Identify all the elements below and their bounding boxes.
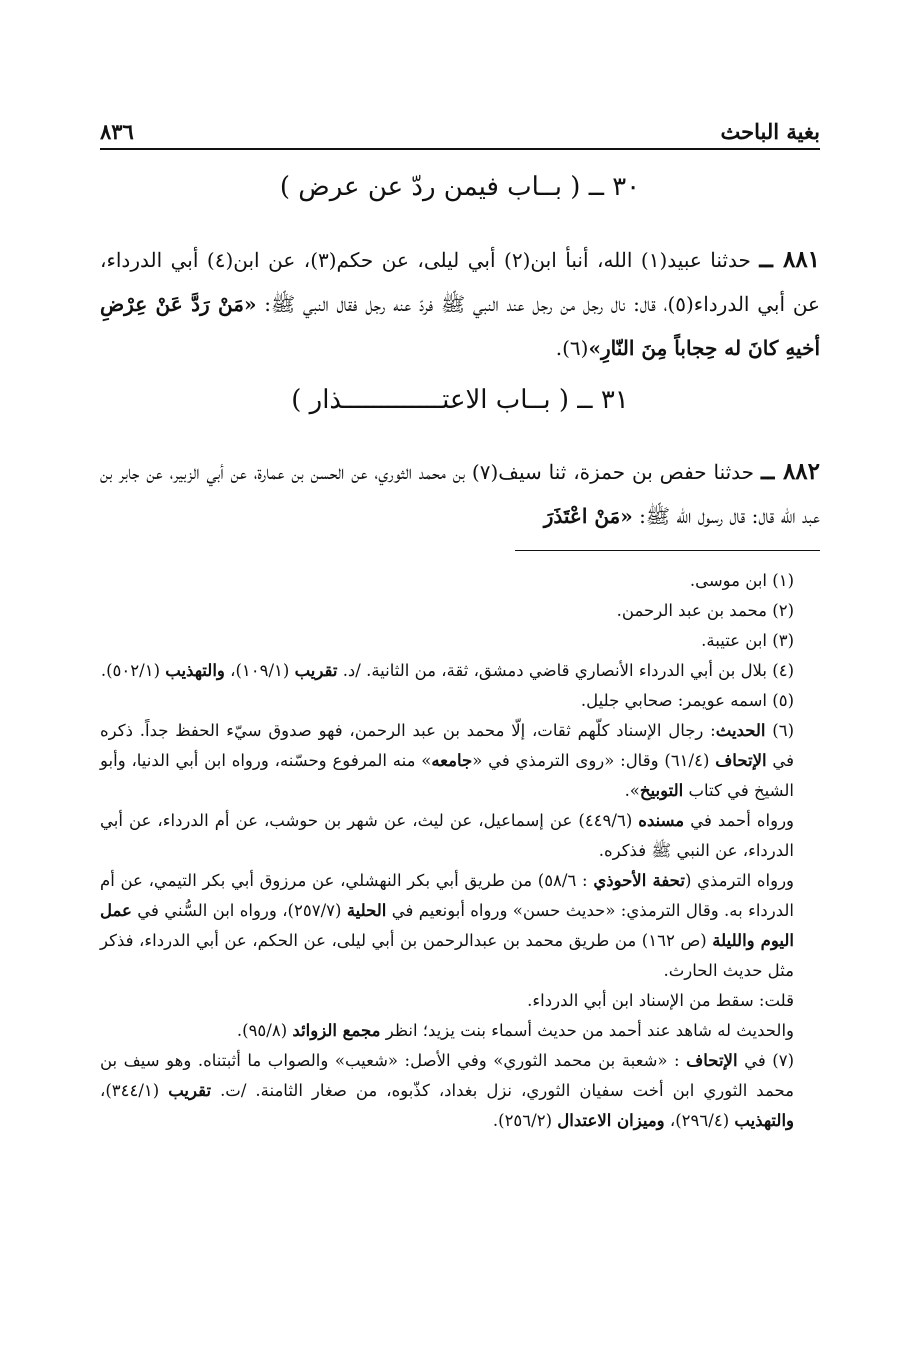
footnote-text: (٦) — [772, 721, 795, 740]
footnote-text: ورواه أحمد في — [690, 811, 795, 830]
footnote-4 — [100, 656, 820, 686]
footnote-text: (٤٤٩/٦) عن إسماعيل، عن ليث، عن شهر بن حوشب، عن أم الدرداء، عن أبي الدرداء، عن النبي ﷺ فذكره. — [100, 811, 794, 860]
footnote-text: (٥٠٢/١). — [100, 661, 160, 680]
footnote-6-continued — [100, 1016, 820, 1046]
source-title: مجمع الزوائد — [292, 1021, 381, 1040]
source-title: مسنده — [638, 811, 685, 830]
footnote-text: (٢٥٦/٢). — [492, 1111, 553, 1130]
footnote-6-continued — [100, 806, 820, 866]
hadith-quote: «مَنْ رَدَّ عَنْ عِرْضِ أخيهِ كانَ له حِجاباً مِنَ النّارِ» — [100, 292, 820, 360]
footnote-3: (٣) ابن عتيبة. — [701, 631, 794, 650]
footnote-text: (٤) بلال بن أبي الدرداء الأنصاري قاضي دمشق، ثقة، من الثانية. /د. — [342, 661, 794, 680]
footnote-text: (ص ١٦٢) من طريق محمد بن عبدالرحمن بن أبي ليلى، عن الحكم، عن أبي الدرداء، فذكر مثل حديث الحارث. — [100, 931, 794, 980]
book-title: بغية الباحث — [720, 119, 820, 144]
footnote-6 — [100, 716, 820, 806]
source-title: وميزان الاعتدال — [557, 1111, 665, 1130]
running-header — [100, 108, 820, 144]
footnote-text: (٩٥/٨). — [236, 1021, 288, 1040]
source-title: التوبيخ — [639, 781, 684, 800]
footnote-text: ورواه الترمذي ( — [684, 871, 795, 890]
footnote-text: (٣٤٤/١)، — [100, 1081, 160, 1100]
hadith-number: ٨٨١ ــ — [759, 246, 821, 273]
source-title: الحديث — [715, 721, 766, 740]
chapter-heading-31: ٣١ ــ ( بــاب الاعتـــــــــــــذار ) — [291, 385, 629, 415]
chapter-heading-30: ٣٠ ــ ( بــاب فيمن ردّ عن عرض ) — [279, 172, 641, 202]
hadith-881 — [100, 238, 820, 370]
footnotes — [100, 566, 820, 1136]
footnote-text: (٢٩٦/٤)، — [669, 1111, 730, 1130]
footnote-text: » منه المرفوع وحسّنه، ورواه ابن أبي الدنيا، وأبو الشيخ في كتاب — [100, 751, 794, 800]
hadith-quote: «مَنْ اعْتَذَرَ — [543, 504, 633, 528]
source-title: تحفة الأحوذي — [593, 871, 685, 890]
hadith-footnote-ref: (٦). — [555, 336, 589, 360]
source-title: الإتحاف — [686, 1051, 738, 1070]
footnote-text: : رجال الإسناد كلّهم ثقات، إلّا محمد بن عبد الرحمن، فهو صدوق سيّء الحفظ جداً. ذكره في — [100, 721, 795, 770]
header-rule — [100, 148, 820, 150]
footnote-6-continued: قلت: سقط من الإسناد ابن أبي الدرداء. — [527, 991, 794, 1010]
footnote-text: : ٥٨/٦) من طريق أبي بكر النهشلي، عن مرزوق أبي بكر التيمي، عن أم الدرداء به. وقال الترمذي: «حديث حسن» ورواه أبونعيم في — [100, 871, 794, 920]
source-title: تقريب — [168, 1081, 212, 1100]
footnote-6-continued — [100, 866, 820, 986]
source-title: والتهذيب — [165, 661, 225, 680]
source-title: الحلية — [346, 901, 387, 920]
hadith-text: حدثنا عبيد(١) الله، أنبأ ابن(٢) أبي ليلى، عن حكم(٣)، عن ابن(٤) أبي الدرداء، عن أبي الدرداء(٥)، قال: نال رجل من رجل عند النبي ﷺ فردّ عنه رجل فقال النبي ﷺ: — [100, 248, 820, 316]
footnote-text: (٢٥٧/٧)، ورواه ابن السُّني في — [137, 901, 342, 920]
source-title: والتهذيب — [734, 1111, 794, 1130]
footnote-text: والحديث له شاهد عند أحمد من حديث أسماء بنت يزيد؛ انظر — [385, 1021, 794, 1040]
footnote-text: (١٠٩/١)، — [230, 661, 290, 680]
footnote-text: (٦١/٤) وقال: «روى الترمذي في « — [472, 751, 710, 770]
page-number: ٨٣٦ — [100, 119, 134, 144]
source-title: الإتحاف — [715, 751, 767, 770]
footnote-rule — [515, 550, 820, 551]
hadith-text: حدثنا حفص بن حمزة، ثنا سيف(٧) بن محمد الثوري، عن الحسن بن عمارة، عن أبي الزبير، عن جابر بن عبد الله قال: قال رسول الله ﷺ: — [100, 460, 820, 528]
source-title: تقريب — [294, 661, 338, 680]
footnote-2: (٢) محمد بن عبد الرحمن. — [616, 601, 794, 620]
source-title: جامعه — [431, 751, 473, 770]
source-title: عمل اليوم والليلة — [100, 901, 795, 950]
footnote-7 — [100, 1046, 820, 1136]
hadith-number: ٨٨٢ ــ — [760, 458, 820, 485]
footnote-5: (٥) اسمه عويمر: صحابي جليل. — [580, 691, 794, 710]
footnote-text: ». — [624, 781, 640, 800]
footnote-1: (١) ابن موسى. — [689, 571, 794, 590]
hadith-882 — [100, 450, 820, 538]
footnote-text: : «شعبة بن محمد الثوري» وفي الأصل: «شعيب» والصواب ما أثبتناه. وهو سيف بن محمد الثوري ابن أخت سفيان الثوري، نزل بغداد، كذّبوه، من صغار الثامنة. /ت. — [100, 1051, 794, 1100]
footnote-text: (٧) في — [744, 1051, 795, 1070]
